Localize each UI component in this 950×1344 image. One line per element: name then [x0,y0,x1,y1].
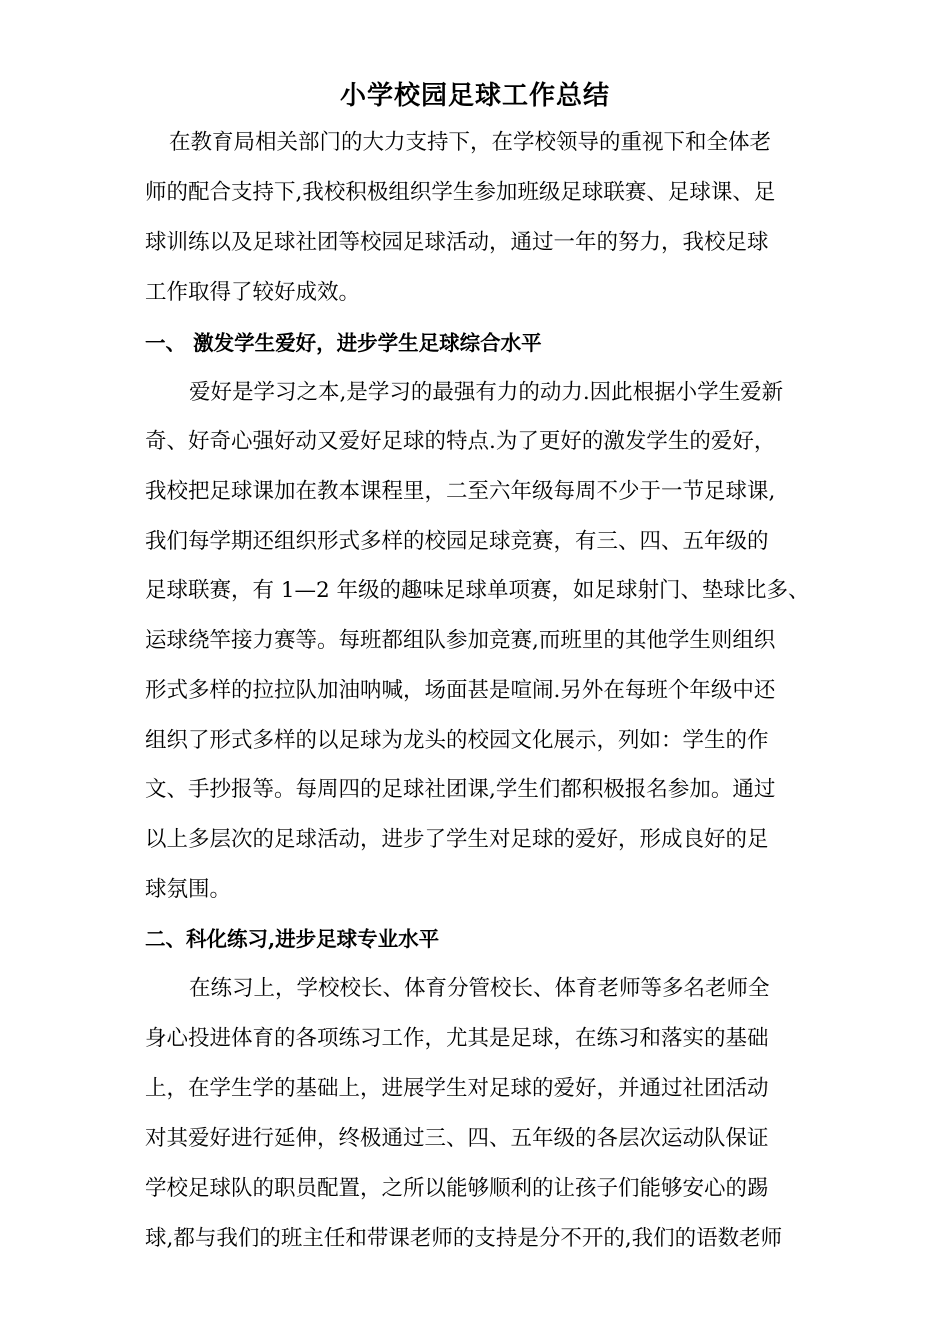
text-line: 以上多层次的足球活动，进步了学生对足球的爱好，形成良好的足 [145,827,769,852]
text-line: 在练习上，学校校长、体育分管校长、体育老师等多名老师全 [189,976,770,1001]
text-line: 上，在学生学的基础上，进展学生对足球的爱好，并通过社团活动 [145,1076,769,1101]
text-line: 师的配合支持下,我校积极组织学生参加班级足球联赛、足球课、足 [145,180,776,205]
text-line: 球训练以及足球社团等校园足球活动，通过一年的努力，我校足球 [145,230,769,255]
text-line: 我校把足球课加在教本课程里，二至六年级每周不少于一节足球课, [145,479,776,504]
text-line: 组织了形式多样的以足球为龙头的校园文化展示，列如：学生的作 [145,728,769,753]
text-line: 足球联赛，有 1—2 年级的趣味足球单项赛，如足球射门、垫球比多、 [145,578,810,603]
text-line: 工作取得了较好成效。 [145,280,361,305]
text-line: 运球绕竿接力赛等。每班都组队参加竞赛,而班里的其他学生则组织 [145,628,776,653]
document-title: 小学校园足球工作总结 [339,81,610,111]
text-line: 文、手抄报等。每周四的足球社团课,学生们都积极报名参加。通过 [145,777,776,802]
text-line: 学校足球队的职员配置，之所以能够顺利的让孩子们能够安心的踢 [145,1176,769,1201]
text-line: 身心投进体育的各项练习工作，尤其是足球，在练习和落实的基础 [145,1026,769,1051]
text-line: 我们每学期还组织形式多样的校园足球竞赛，有三、四、五年级的 [145,529,769,554]
text-line: 奇、好奇心强好动又爱好足球的特点.为了更好的激发学生的爱好， [145,429,776,454]
text-line: 球氛围。 [145,877,232,902]
text-line: 形式多样的拉拉队加油呐喊，场面甚是喧闹.另外在每班个年级中还 [145,678,776,703]
section-heading-1: 一、 激发学生爱好，进步学生足球综合水平 [145,331,542,355]
text-line: 球,都与我们的班主任和带课老师的支持是分不开的,我们的语数老师 [145,1226,783,1251]
text-line: 爱好是学习之本,是学习的最强有力的动力.因此根据小学生爱新 [189,380,784,405]
text-line: 对其爱好进行延伸，终极通过三、四、五年级的各层次运动队保证 [145,1126,769,1151]
text-line: 在教育局相关部门的大力支持下，在学校领导的重视下和全体老 [169,130,772,155]
section-heading-2: 二、科化练习,进步足球专业水平 [145,927,440,951]
